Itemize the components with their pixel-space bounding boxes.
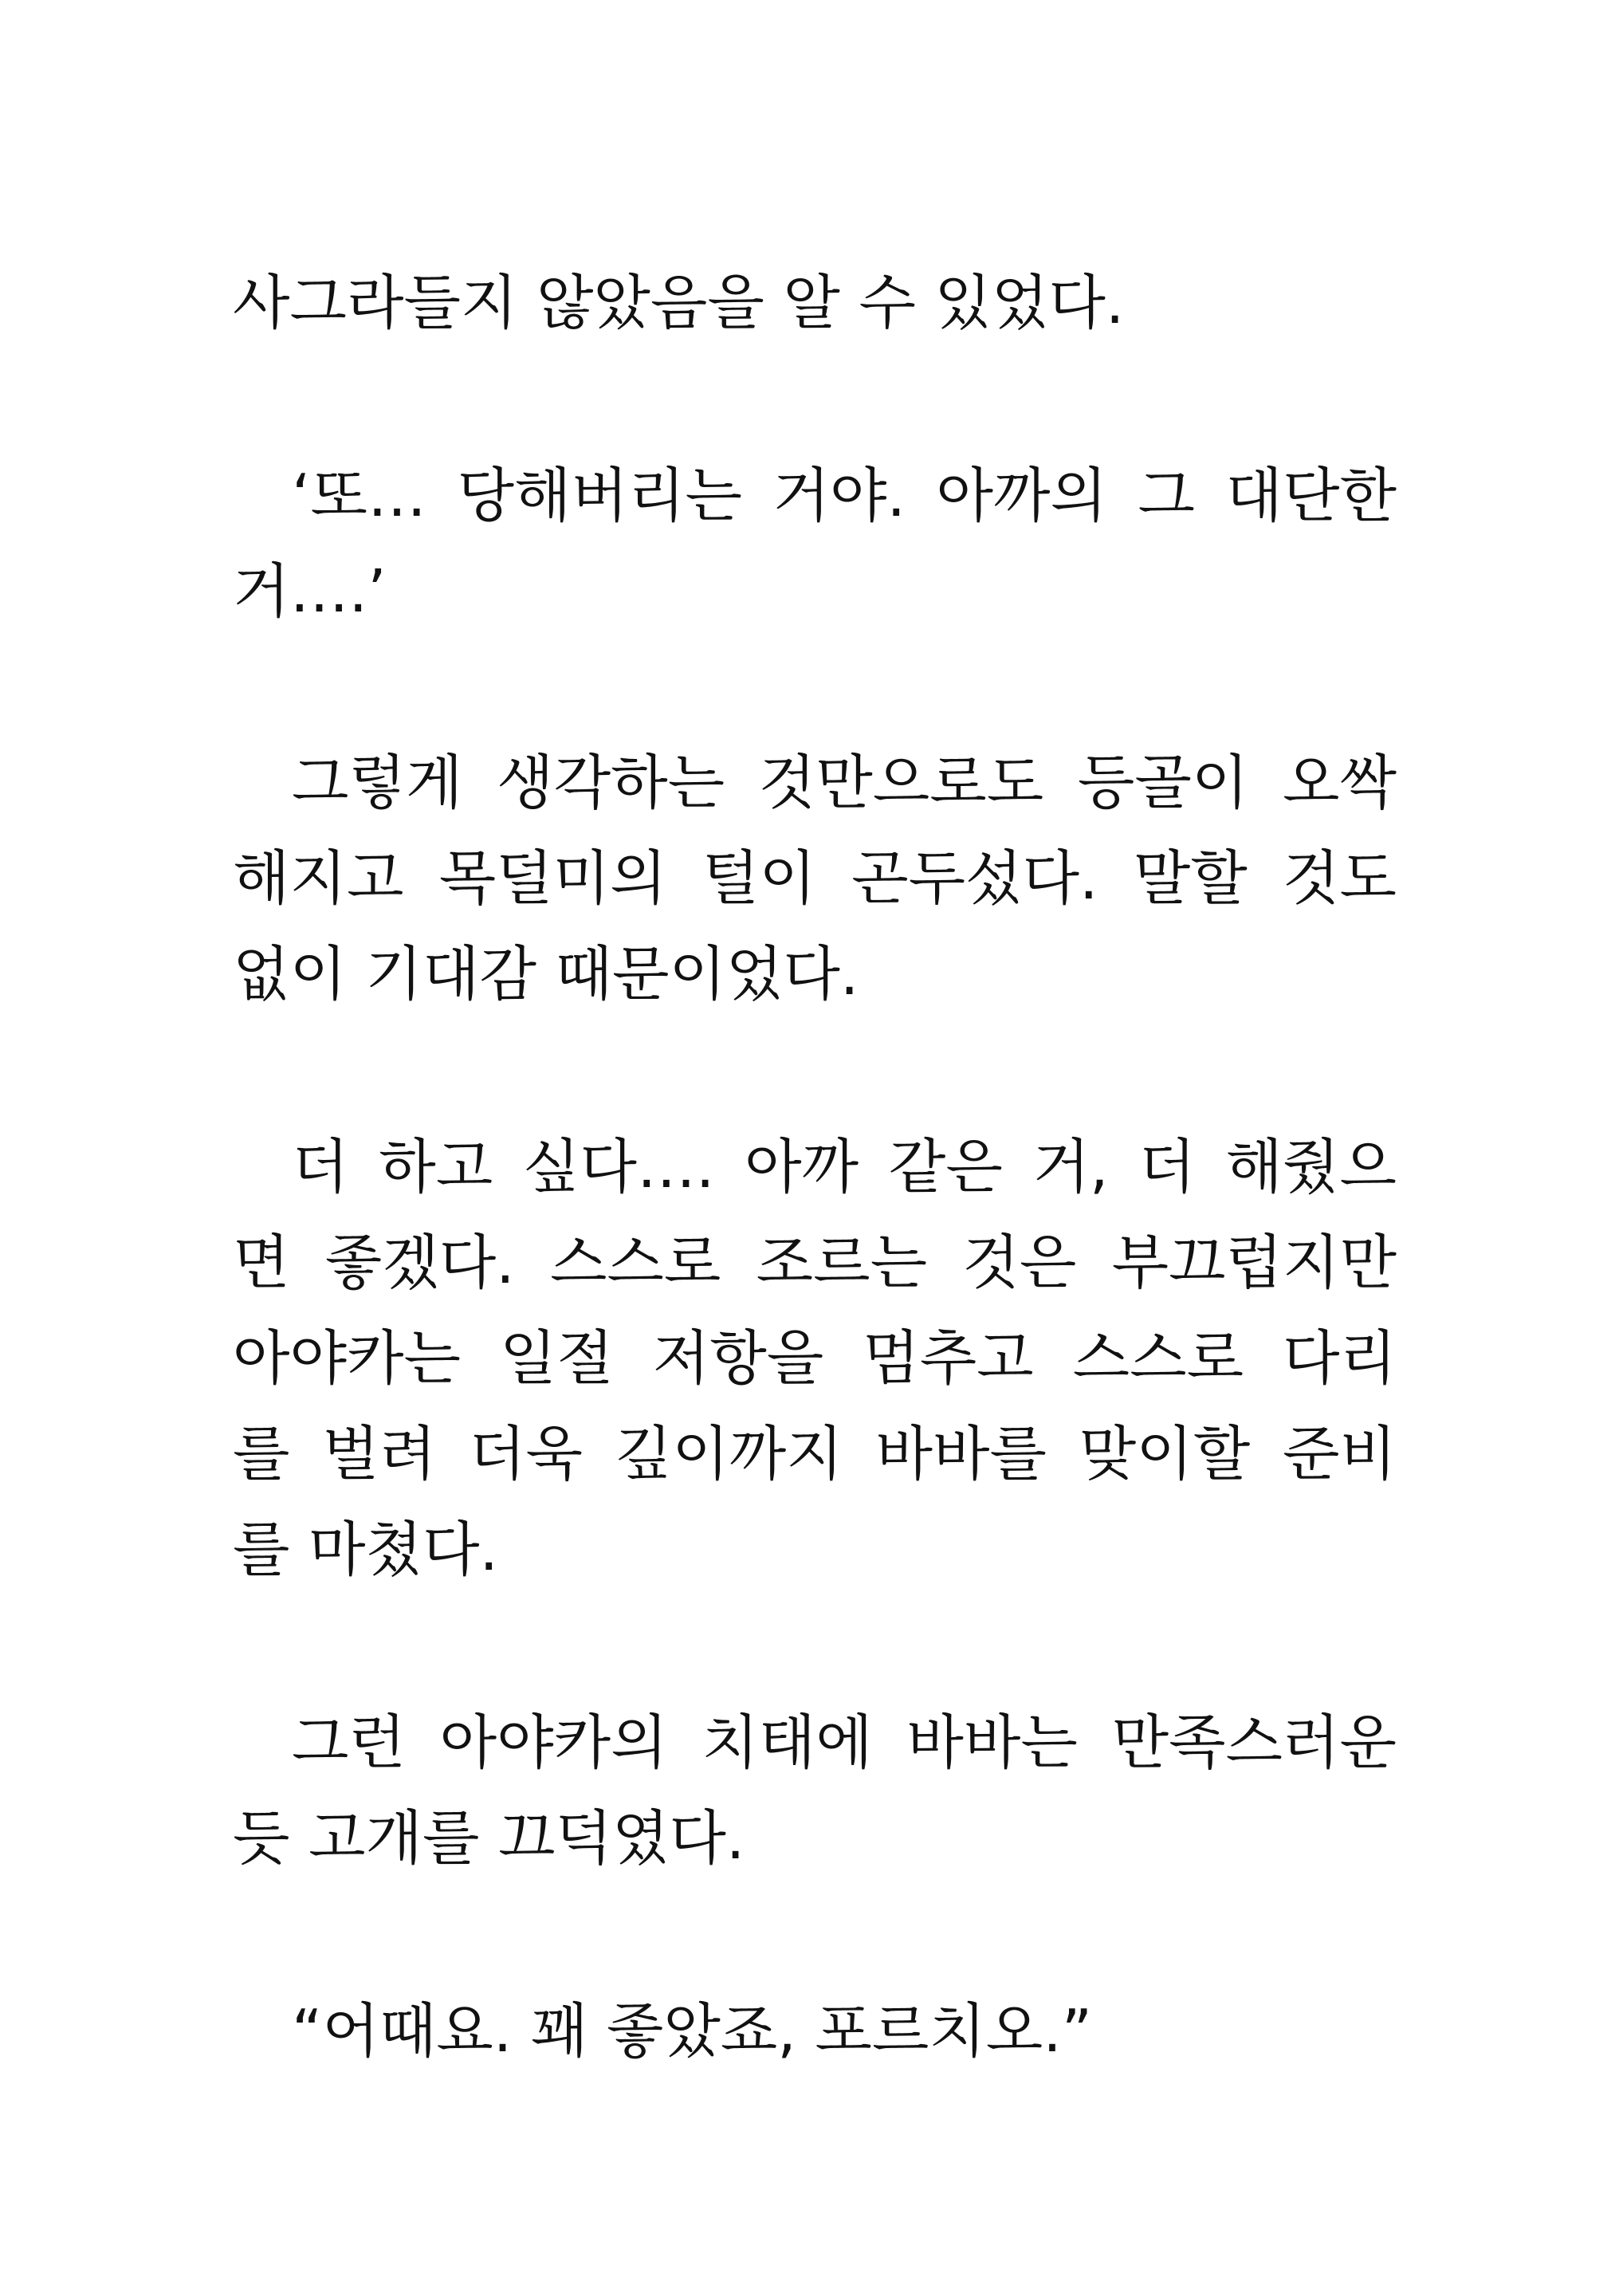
text-line-9: 아야카는 일절 저항을 멈추고 스스로 다리 [233,1324,1397,1393]
text-line-1: 사그라들지 않았음을 알 수 있었다. [233,269,1125,337]
text-line-12: 그런 아야카의 치태에 바바는 만족스러운 [292,1708,1397,1777]
text-line-13: 듯 고개를 끄덕였다. [233,1804,745,1873]
text-line-8: 면 좋겠다. 스스로 조르는 것은 부끄럽지만 [233,1229,1397,1297]
text-line-10: 를 벌려 더욱 깊이까지 바바를 맞이할 준비 [233,1420,1397,1488]
text-line-7: 더 하고 싶다…. 아까 같은 거, 더 해줬으 [292,1133,1397,1201]
text-line-14: “어때요. 꽤 좋았죠, 포르치오.” [292,1997,1093,2066]
text-line-2: ‘또… 당해버리는 거야. 아까의 그 대단한 [292,462,1397,530]
text-line-11: 를 마쳤다. [233,1516,498,1584]
text-line-6: 없이 기대감 때문이었다. [233,940,859,1008]
text-line-4: 그렇게 생각하는 것만으로도 등골이 오싹 [292,749,1397,817]
text-line-3: 거….’ [233,557,387,626]
text-line-5: 해지고 목덜미의 털이 곤두섰다. 말할 것도 [233,844,1397,913]
